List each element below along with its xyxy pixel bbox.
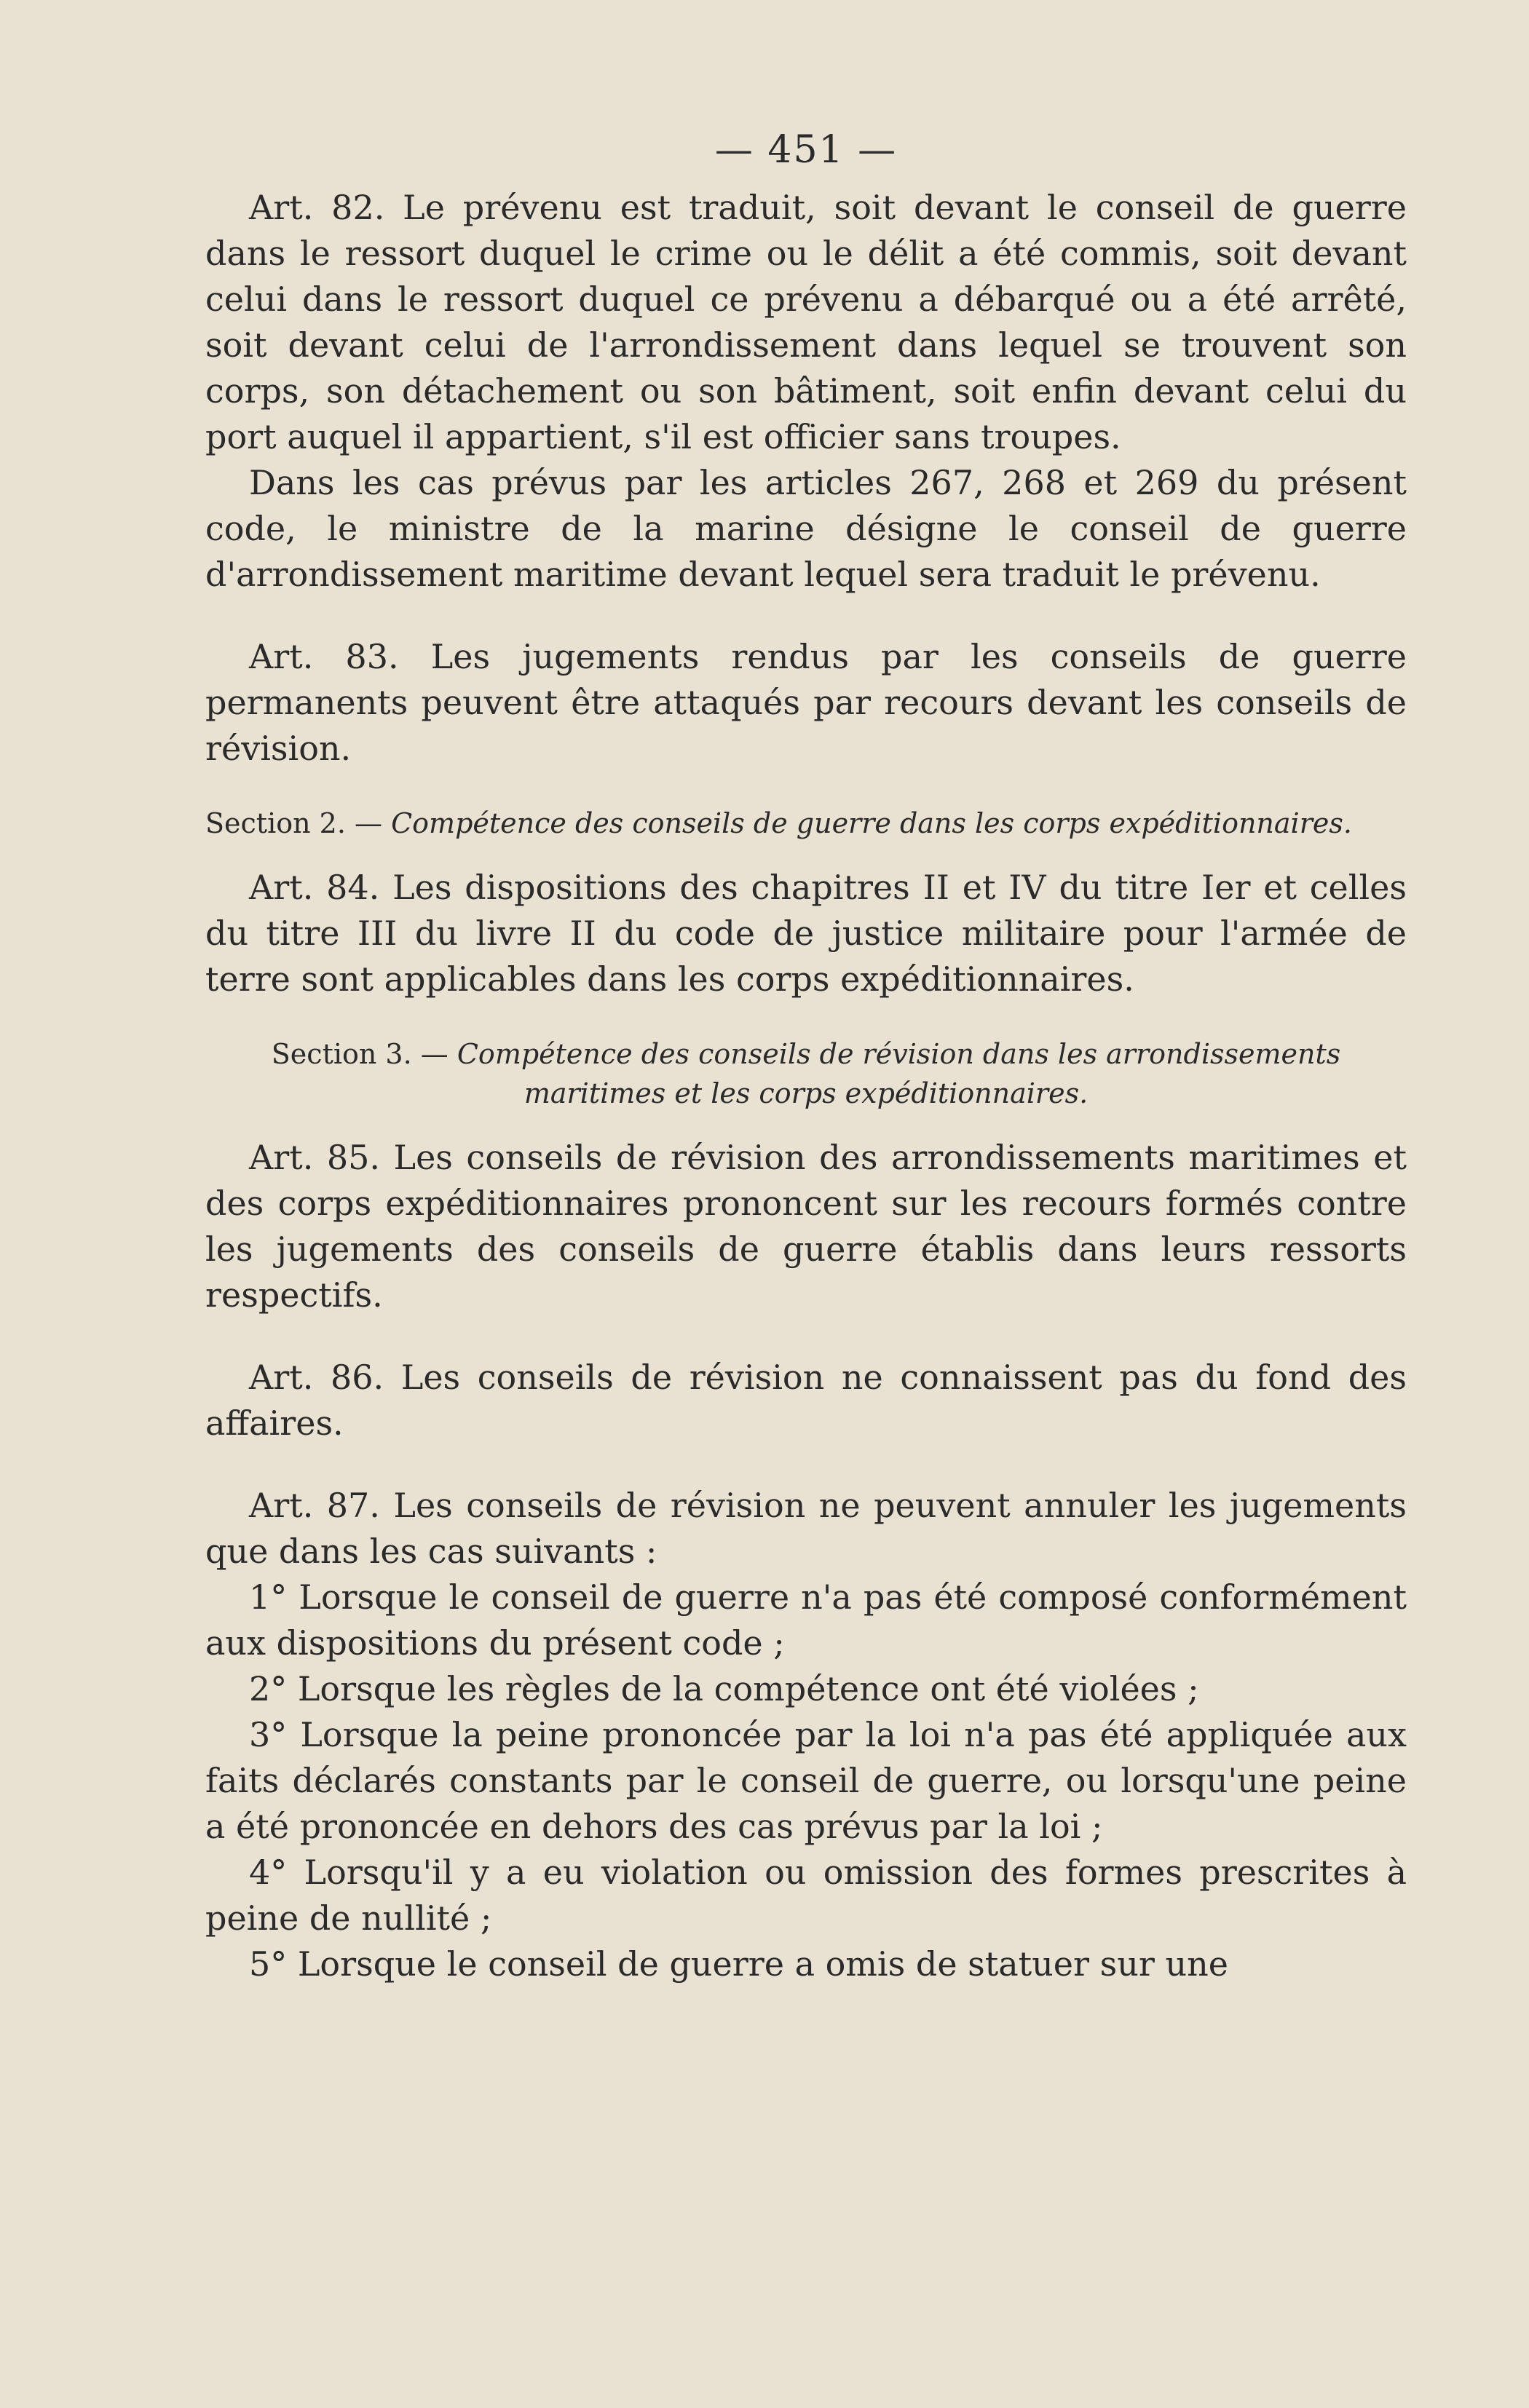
article-86: Art. 86. Les conseils de révision ne connaissent pas du fond des affaires.	[205, 1358, 1407, 1443]
document-page	[205, 128, 1407, 1987]
article-83: Art. 83. Les jugements rendus par les conseils de guerre permanents peuvent être attaqués par recours devant les conseils de révision.	[205, 637, 1407, 768]
section-3-label: Section 3. —	[271, 1038, 449, 1070]
section-2-heading	[205, 804, 1407, 843]
article-84: Art. 84. Les dispositions des chapitres II et IV du titre Ier et celles du titre III du livre II du code de justice militaire pour l'armée de terre sont applicables dans les corps expéditionnaires.	[205, 868, 1407, 999]
list-item-2: 2° Lorsque les règles de la compétence ont été violées ;	[249, 1669, 1199, 1708]
list-item-3: 3° Lorsque la peine prononcée par la loi n'a pas été appliquée aux faits déclarés constants par le conseil de guerre, ou lorsqu'une peine a été prononcée en dehors des cas prévus par la loi ;	[205, 1715, 1407, 1846]
page-number: — 451 —	[714, 128, 898, 172]
section-3-title: Compétence des conseils de révision dans les arrondissements maritimes et les corps expéditionnaires.	[457, 1038, 1341, 1109]
list-item-4: 4° Lorsqu'il y a eu violation ou omission des formes prescrites à peine de nullité ;	[205, 1853, 1407, 1938]
paragraph-82-2: Dans les cas prévus par les articles 267, 268 et 269 du présent code, le ministre de la marine désigne le conseil de guerre d'arrondissement maritime devant lequel sera traduit le prévenu.	[205, 463, 1407, 594]
list-item-1: 1° Lorsque le conseil de guerre n'a pas été composé conformément aux dispositions du présent code ;	[205, 1577, 1407, 1663]
article-85: Art. 85. Les conseils de révision des arrondissements maritimes et des corps expéditionnaires prononcent sur les recours formés contre les jugements des conseils de guerre établis dans leurs ressorts respectifs.	[205, 1138, 1407, 1315]
section-3-heading	[205, 1034, 1407, 1113]
section-2-label: Section 2. —	[205, 807, 382, 839]
section-2-title: Compétence des conseils de guerre dans les corps expéditionnaires.	[391, 807, 1352, 839]
article-82: Art. 82. Le prévenu est traduit, soit devant le conseil de guerre dans le ressort duquel le crime ou le délit a été commis, soit devant celui dans le ressort duquel ce prévenu a débarqué ou a été arrêté, soit devant celui de l'arrondissement dans lequel se trouvent son corps, son détachement ou son bâtiment, soit enfin devant celui du port auquel il appartient, s'il est officier sans troupes.	[205, 188, 1407, 456]
list-item-5: 5° Lorsque le conseil de guerre a omis de statuer sur une	[249, 1944, 1228, 1984]
article-87: Art. 87. Les conseils de révision ne peuvent annuler les jugements que dans les cas suivants :	[205, 1486, 1407, 1571]
